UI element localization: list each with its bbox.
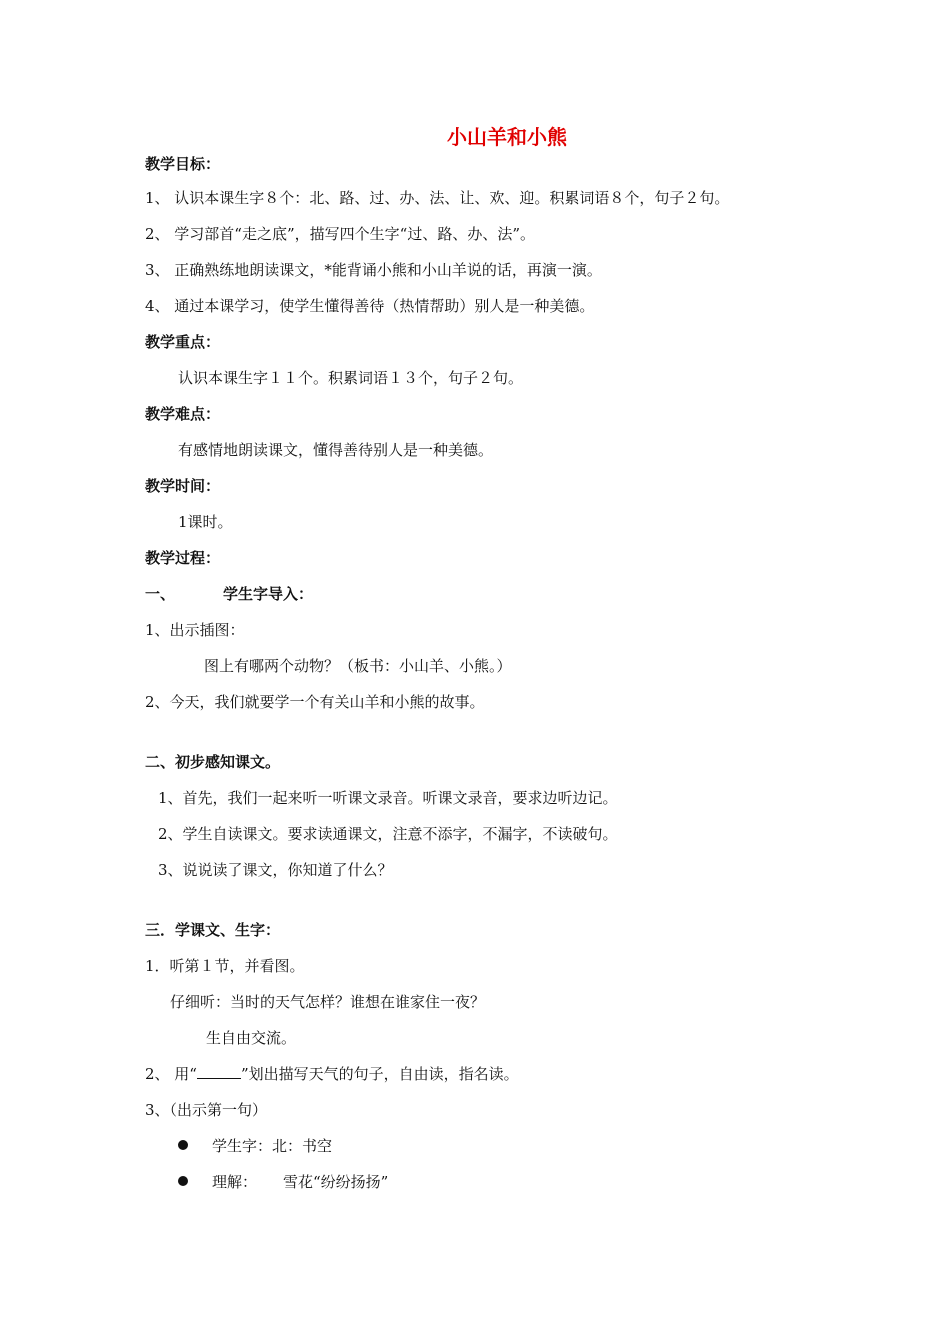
part1-heading-number: 一、 (145, 585, 176, 603)
process-heading: 教学过程： (145, 549, 221, 567)
bullet-text: 北：书空 (272, 1137, 333, 1155)
part3-item-3: 3、（出示第一句） (145, 1101, 268, 1119)
part3-heading: 三．学课文、生字： (145, 921, 281, 939)
bullet-text: 雪花“纷纷扬扬” (283, 1173, 389, 1191)
key-points-heading: 教学重点： (145, 333, 221, 351)
goal-item-1: 1、 认识本课生字８个：北、路、过、办、法、让、欢、迎。积累词语８个，句子２句。 (145, 189, 730, 207)
part1-item-1: 1、出示插图： (145, 621, 245, 639)
bullet-label: 学生字： (212, 1137, 273, 1155)
goal-item-3: 3、 正确熟练地朗读课文，*能背诵小熊和小山羊说的话，再演一演。 (145, 261, 602, 279)
part3-item-1: 1．听第１节，并看图。 (145, 957, 305, 975)
bullet-icon (178, 1176, 188, 1186)
part1-heading (145, 584, 313, 604)
part3-item-1-sub: 仔细听：当时的天气怎样？谁想在谁家住一夜？ (170, 993, 486, 1011)
difficulty-heading: 教学难点： (145, 405, 221, 423)
document-title: 小山羊和小熊 (447, 125, 567, 149)
part1-heading-text: 学生字导入： (223, 585, 314, 603)
part1-item-1-sub: 图上有哪两个动物？（板书：小山羊、小熊。） (204, 657, 512, 675)
part2-item-2: 2、学生自读课文。要求读通课文，注意不添字，不漏字，不读破句。 (158, 825, 618, 843)
part3-item-1-sub2: 生自由交流。 (206, 1029, 297, 1047)
goal-item-2: 2、 学习部首“走之底”，描写四个生字“过、路、办、法”。 (145, 225, 535, 243)
bullet-item (178, 1172, 388, 1192)
bullet-label: 理解： (212, 1173, 258, 1191)
part3-item-2 (145, 1064, 519, 1084)
key-points-text: 认识本课生字１１个。积累词语１３个，句子２句。 (178, 369, 524, 387)
goals-heading: 教学目标： (145, 155, 221, 173)
part2-heading: 二、初步感知课文。 (145, 753, 281, 771)
time-text: 1课时。 (178, 513, 233, 531)
difficulty-text: 有感情地朗读课文，懂得善待别人是一种美德。 (178, 441, 494, 459)
part3-item-2-suffix: ”划出描写天气的句子，自由读，指名读。 (240, 1065, 519, 1083)
part3-item-2-prefix: 2、 用“ (145, 1065, 197, 1083)
bullet-item (178, 1136, 332, 1156)
blank-underline (197, 1064, 241, 1079)
part1-item-2: 2、今天，我们就要学一个有关山羊和小熊的故事。 (145, 693, 485, 711)
bullet-icon (178, 1140, 188, 1150)
part2-item-3: 3、说说读了课文，你知道了什么？ (158, 861, 393, 879)
time-heading: 教学时间： (145, 477, 221, 495)
goal-item-4: 4、 通过本课学习，使学生懂得善待（热情帮助）别人是一种美德。 (145, 297, 595, 315)
part2-item-1: 1、首先，我们一起来听一听课文录音。听课文录音，要求边听边记。 (158, 789, 618, 807)
